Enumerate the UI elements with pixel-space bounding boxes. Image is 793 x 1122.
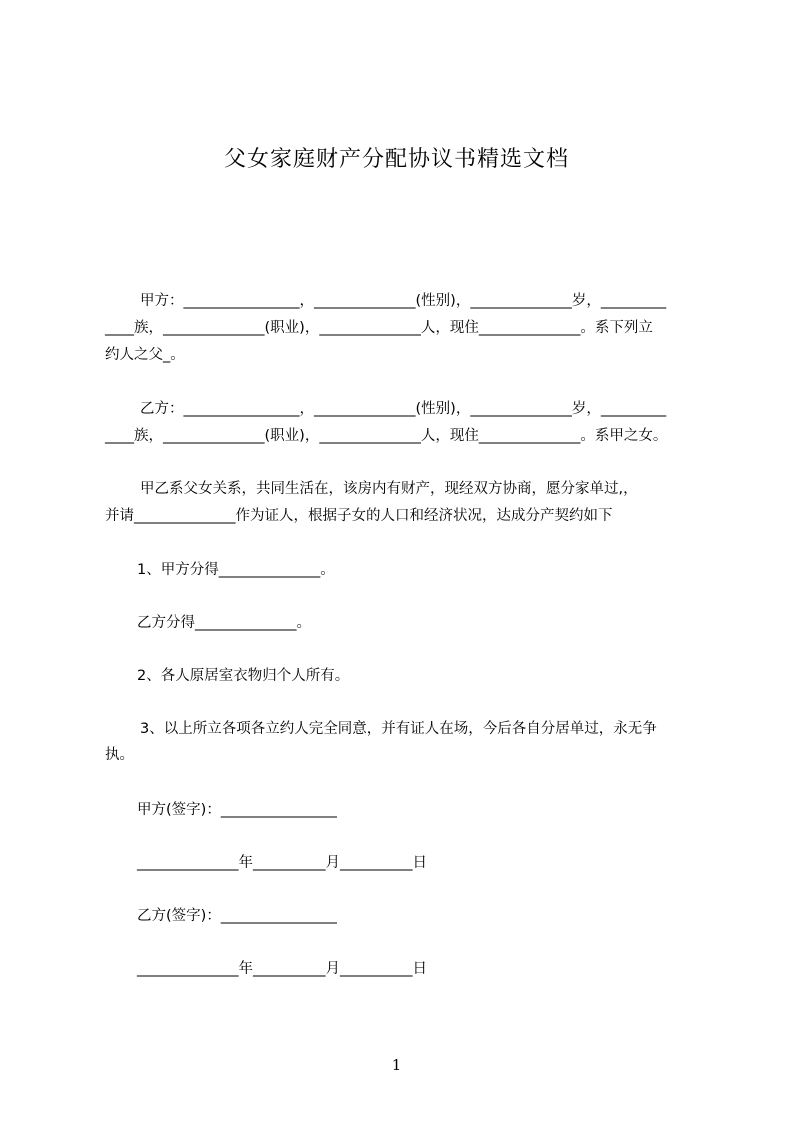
clause-3-line-1: 3、以上所立各项各立约人完全同意，并有证人在场，今后各自分居单过，永无争 [140,721,657,737]
signature-a: 甲方(签字)：________________ [137,802,337,818]
date-a: ______________年__________月__________日 [137,855,427,871]
party-b-line-1: 乙方：________________，______________(性别)，______________岁，_________ [140,401,667,417]
party-a-line-2: ____族，______________(职业)，______________人，现住______________。系下列立 [105,320,653,336]
party-b-line-2: ____族，______________(职业)，______________人，现住______________。系甲之女。 [105,428,668,444]
clause-1: 1、甲方分得______________。 [137,562,335,578]
clause-3-line-2: 执。 [105,747,134,763]
document-title: 父女家庭财产分配协议书精选文档 [223,147,569,172]
clause-1-party-b: 乙方分得______________。 [137,615,311,631]
party-a-line-3: 约人之父_。 [105,347,185,363]
intro-line-1: 甲乙系父女关系，共同生活在，该房内有财产，现经双方协商，愿分家单过,， [140,481,638,497]
signature-b: 乙方(签字)：________________ [137,908,337,924]
intro-line-2: 并请______________作为证人，根据子女的人口和经济状况，达成分产契约如下 [105,508,613,524]
date-b: ______________年__________月__________日 [137,961,427,977]
party-a-line-1: 甲方：________________，______________(性别)，______________岁，_________ [140,293,667,309]
page-number: 1 [391,1056,402,1074]
clause-2: 2、各人原居室衣物归个人所有。 [137,668,350,684]
